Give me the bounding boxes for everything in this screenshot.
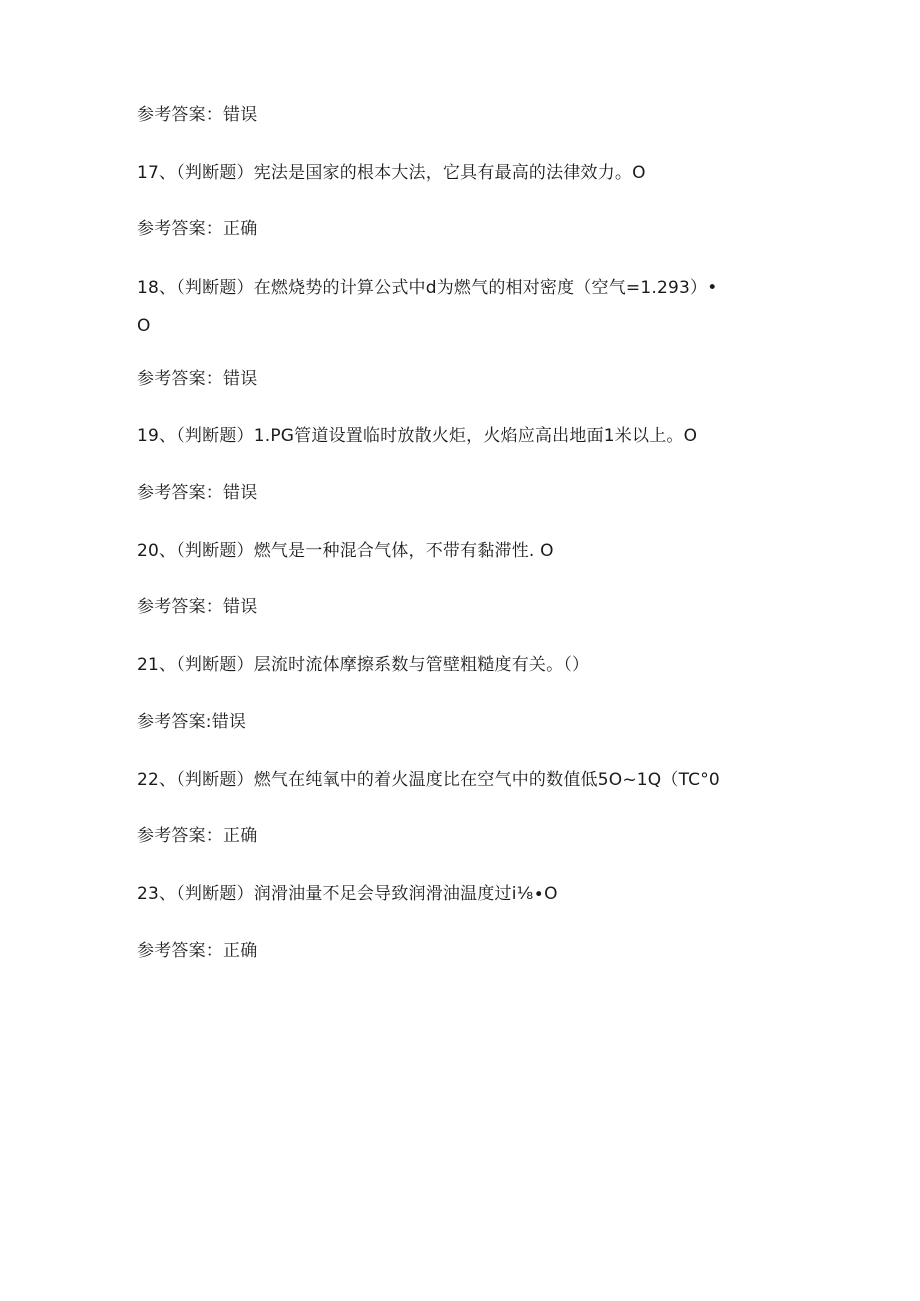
question-19: 19、（判断题）1.PG管道设置临时放散火炬，火焰应高出地面1米以上。O [137, 426, 698, 446]
question-20: 20、（判断题）燃气是一种混合气体，不带有黏滞性. O [137, 541, 554, 561]
question-21: 21、（判断题）层流时流体摩擦系数与管壁粗糙度有关。（） [137, 655, 590, 675]
answer-line: 参考答案：正确 [137, 219, 258, 239]
answer-line: 参考答案：错误 [137, 483, 258, 503]
question-18-continuation: O [137, 316, 151, 336]
answer-line: 参考答案：错误 [137, 597, 258, 617]
answer-line: 参考答案:错误 [137, 712, 247, 732]
question-23: 23、（判断题）润滑油量不足会导致润滑油温度过i⅛∙O [137, 884, 558, 904]
question-17: 17、（判断题）宪法是国家的根本大法，它具有最高的法律效力。O [137, 163, 646, 183]
answer-line: 参考答案：错误 [137, 105, 258, 125]
answer-line: 参考答案：正确 [137, 826, 258, 846]
answer-line: 参考答案：正确 [137, 941, 258, 961]
answer-line: 参考答案：错误 [137, 369, 258, 389]
question-22: 22、（判断题）燃气在纯氧中的着火温度比在空气中的数值低5O~1Q（TC°0 [137, 770, 720, 790]
question-18: 18、（判断题）在燃烧势的计算公式中d为燃气的相对密度（空气=1.293）• [137, 278, 718, 298]
